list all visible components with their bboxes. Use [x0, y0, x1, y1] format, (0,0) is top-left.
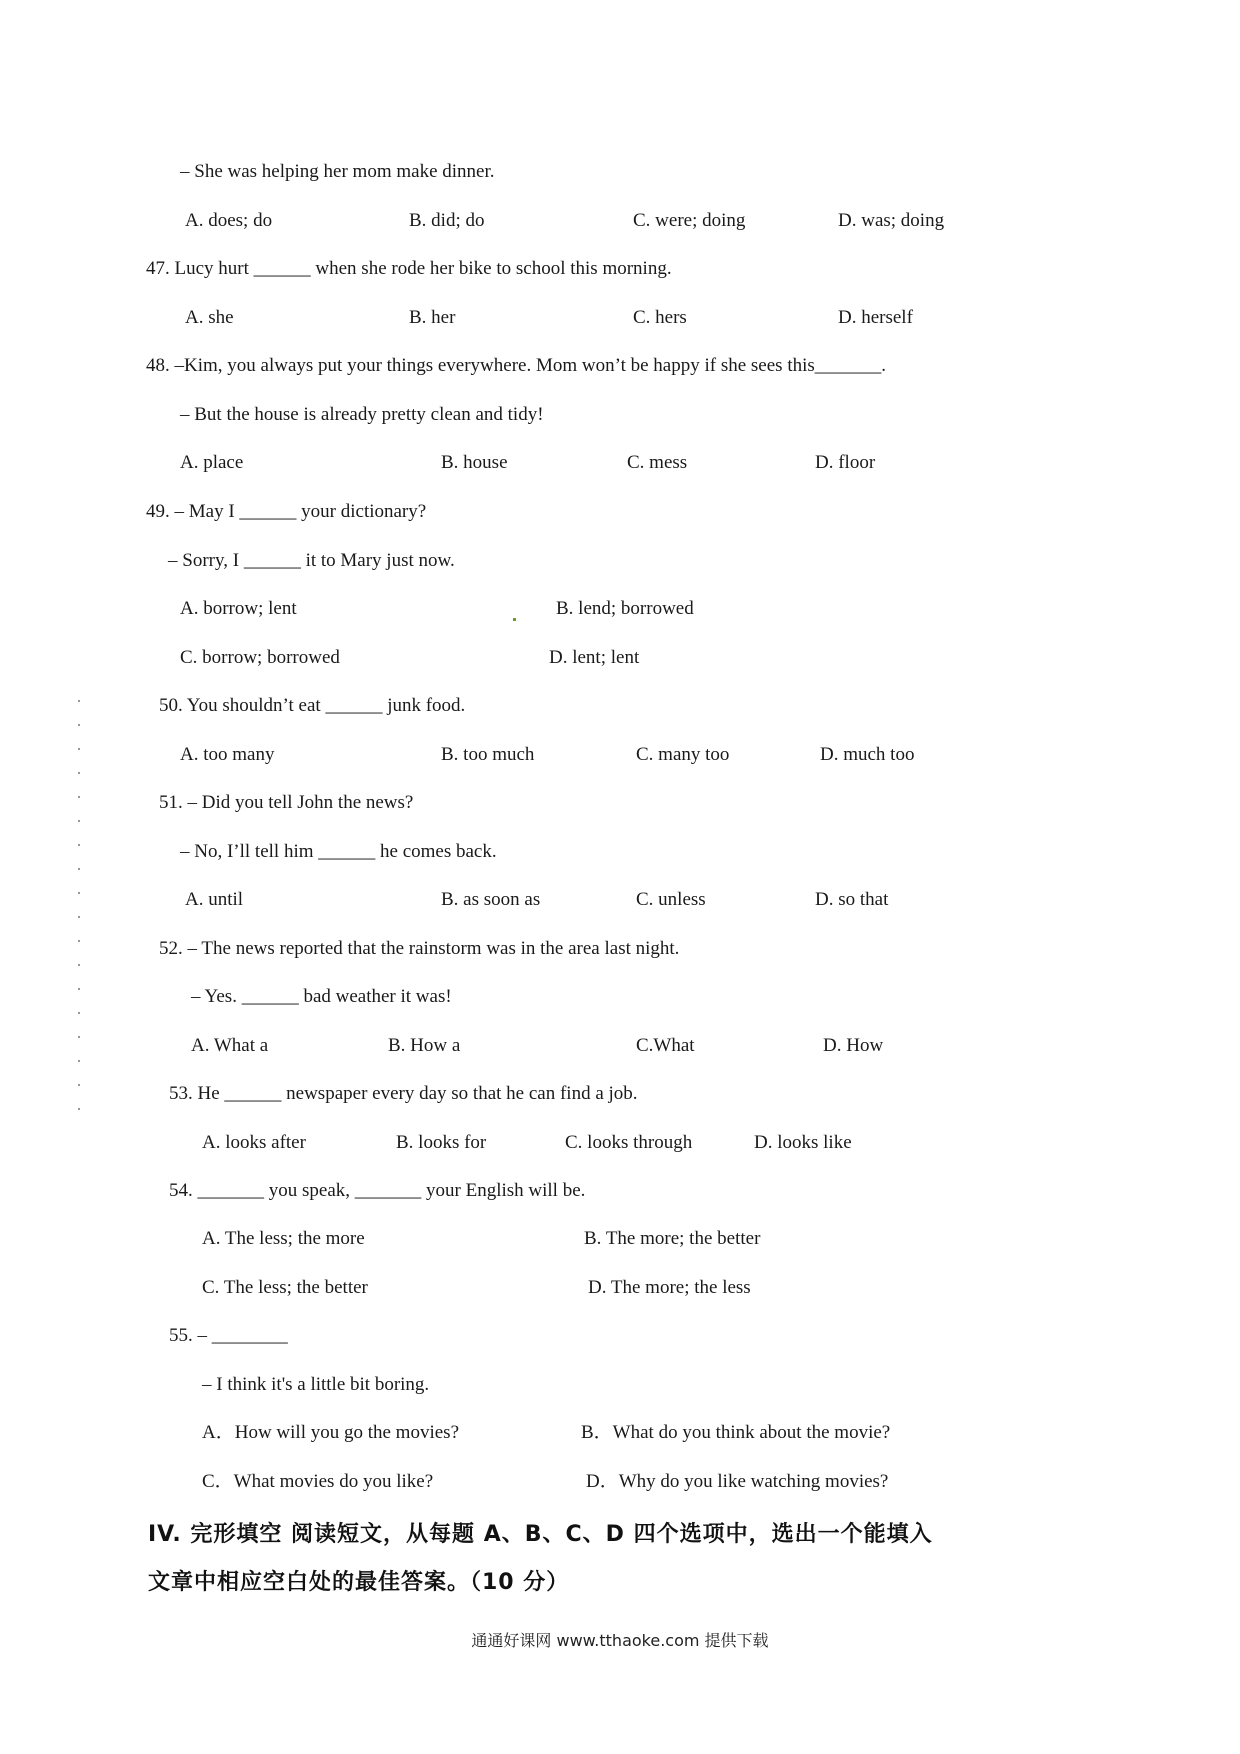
- q53-option-a: A. looks after: [202, 1132, 306, 1153]
- q52-option-a: A. What a: [191, 1035, 269, 1056]
- q52-option-d: D. How: [823, 1035, 884, 1056]
- q54-stem: 54. _______ you speak, _______ your English will be.: [169, 1180, 586, 1201]
- q48-option-c: C. mess: [627, 452, 688, 473]
- scan-speck: [513, 618, 516, 621]
- q51-option-a: A. until: [185, 889, 244, 910]
- q55-option-a: A．How will you go the movies?: [202, 1422, 460, 1443]
- q49-option-a: A. borrow; lent: [180, 598, 297, 619]
- q50-option-d: D. much too: [820, 744, 915, 765]
- q52-option-c: C.What: [636, 1035, 695, 1056]
- q46-option-b: B. did; do: [409, 210, 485, 231]
- q48-dialog-reply: – But the house is already pretty clean and tidy!: [180, 404, 544, 425]
- q52-option-b: B. How a: [388, 1035, 461, 1056]
- q50-option-b: B. too much: [441, 744, 535, 765]
- q47-option-c: C. hers: [633, 307, 687, 328]
- section-heading-line2: 文章中相应空白处的最佳答案。（10 分）: [148, 1570, 570, 1595]
- q49-option-b: B. lend; borrowed: [556, 598, 694, 619]
- q48-option-b: B. house: [441, 452, 508, 473]
- q55-stem: 55. – ________: [169, 1325, 288, 1346]
- q53-option-b: B. looks for: [396, 1132, 487, 1153]
- q50-option-c: C. many too: [636, 744, 730, 765]
- q49-option-c: C. borrow; borrowed: [180, 647, 340, 668]
- q55-option-c: C．What movies do you like?: [202, 1471, 434, 1492]
- q50-option-a: A. too many: [180, 744, 275, 765]
- q55-option-b: B．What do you think about the movie?: [581, 1422, 891, 1443]
- page-footer: 通通好课网 www.tthaoke.com 提供下载: [471, 1631, 769, 1650]
- q53-option-c: C. looks through: [565, 1132, 693, 1153]
- q48-stem: 48. –Kim, you always put your things everywhere. Mom won’t be happy if she sees this_______.: [146, 355, 887, 376]
- q55-option-d: D．Why do you like watching movies?: [586, 1471, 889, 1492]
- q46-option-d: D. was; doing: [838, 210, 945, 231]
- q52-dialog-reply: – Yes. ______ bad weather it was!: [191, 986, 452, 1007]
- q51-option-b: B. as soon as: [441, 889, 541, 910]
- q49-stem: 49. – May I ______ your dictionary?: [146, 501, 427, 522]
- q54-option-b: B. The more; the better: [584, 1228, 761, 1249]
- q48-option-a: A. place: [180, 452, 244, 473]
- q46-option-c: C. were; doing: [633, 210, 746, 231]
- q49-dialog-reply: – Sorry, I ______ it to Mary just now.: [168, 550, 455, 571]
- q54-option-d: D. The more; the less: [588, 1277, 751, 1298]
- q51-option-d: D. so that: [815, 889, 889, 910]
- q53-stem: 53. He ______ newspaper every day so that he can find a job.: [169, 1083, 638, 1104]
- q48-option-d: D. floor: [815, 452, 876, 473]
- q47-option-d: D. herself: [838, 307, 913, 328]
- q47-option-a: A. she: [185, 307, 234, 328]
- q51-option-c: C. unless: [636, 889, 706, 910]
- q50-stem: 50. You shouldn’t eat ______ junk food.: [159, 695, 466, 716]
- q51-stem: 51. – Did you tell John the news?: [159, 792, 414, 813]
- q47-option-b: B. her: [409, 307, 456, 328]
- q54-option-a: A. The less; the more: [202, 1228, 365, 1249]
- section-heading-line1: IV. 完形填空 阅读短文，从每题 A、B、C、D 四个选项中，选出一个能填入: [148, 1522, 933, 1547]
- q46-option-a: A. does; do: [185, 210, 273, 231]
- q51-dialog-reply: – No, I’ll tell him ______ he comes back.: [180, 841, 497, 862]
- q52-stem: 52. – The news reported that the rainstorm was in the area last night.: [159, 938, 680, 959]
- q55-dialog-reply: – I think it's a little bit boring.: [202, 1374, 430, 1395]
- binding-dotted-line: [78, 700, 82, 1120]
- q54-option-c: C. The less; the better: [202, 1277, 368, 1298]
- q47-stem: 47. Lucy hurt ______ when she rode her bike to school this morning.: [146, 258, 672, 279]
- q53-option-d: D. looks like: [754, 1132, 852, 1153]
- q46-dialog-answer: – She was helping her mom make dinner.: [180, 161, 495, 182]
- q49-option-d: D. lent; lent: [549, 647, 640, 668]
